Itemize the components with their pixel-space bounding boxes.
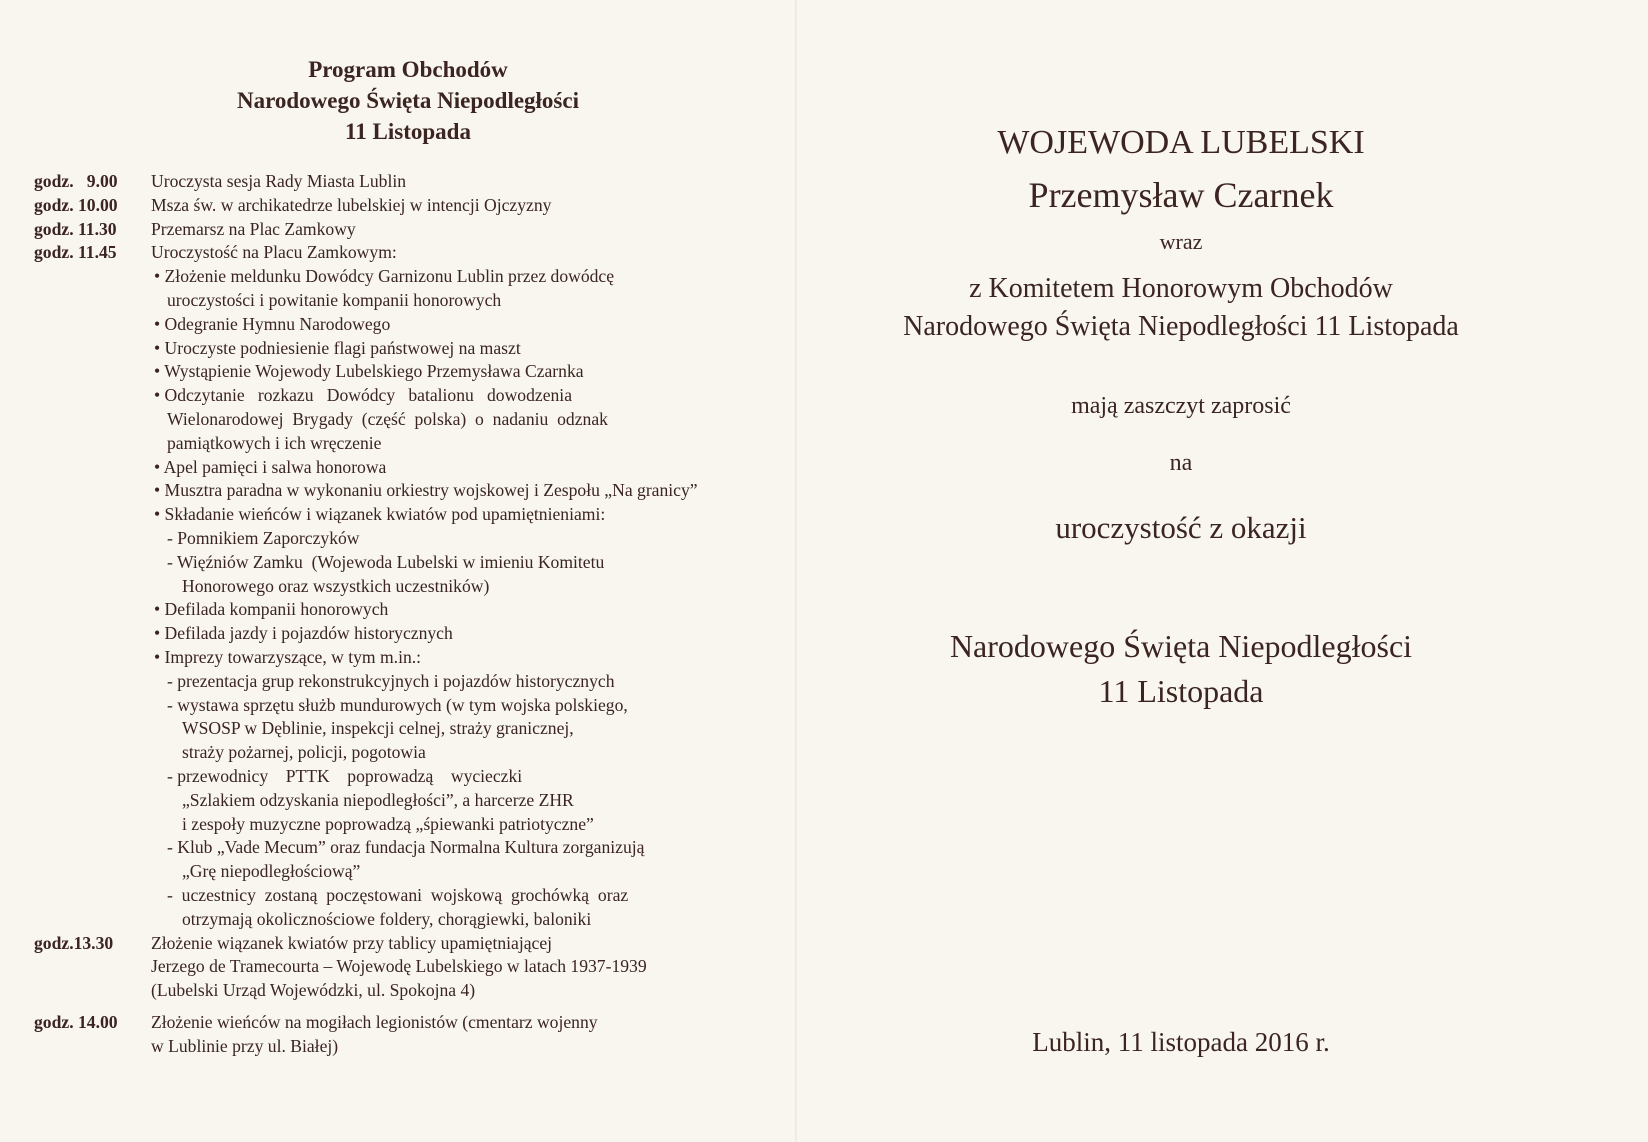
program-text: • Odegranie Hymnu Narodowego <box>154 313 391 334</box>
program-title-line-1: Program Obchodów <box>308 57 508 82</box>
on-text: na <box>1169 450 1193 476</box>
program-text: - wystawa sprzętu służb mundurowych (w tym wojska polskiego, <box>167 694 628 715</box>
program-text: otrzymają okolicznościowe foldery, chorągiewki, baloniki <box>182 908 592 929</box>
program-text: Jerzego de Tramecourta – Wojewodę Lubelskiego w latach 1937-1939 <box>151 956 647 977</box>
committee-line-2: Narodowego Święta Niepodległości 11 Listopada <box>903 311 1459 342</box>
program-text: straży pożarnej, policji, pogotowia <box>182 742 426 763</box>
program-text: „Grę niepodległościową” <box>182 861 361 882</box>
program-text: Msza św. w archikatedrze lubelskiej w intencji Ojczyzny <box>151 194 552 215</box>
program-text: Uroczysta sesja Rady Miasta Lublin <box>151 171 407 191</box>
program-text: WSOSP w Dęblinie, inspekcji celnej, straży granicznej, <box>182 718 574 739</box>
program-text: • Defilada jazdy i pojazdów historycznych <box>154 623 453 644</box>
program-text: - Więźniów Zamku (Wojewoda Lubelski w imieniu Komitetu <box>167 551 605 572</box>
program-text: Uroczystość na Placu Zamkowym: <box>151 242 397 263</box>
program-text: Złożenie wiązanek kwiatów przy tablicy upamiętniającej <box>151 932 553 953</box>
occasion-text: uroczystość z okazji <box>1055 510 1307 545</box>
program-text: Wielonarodowej Brygady (część polska) o nadaniu odznak <box>167 408 608 429</box>
program-text: • Musztra paradna w wykonaniu orkiestry wojskowej i Zespołu „Na granicy” <box>154 480 698 501</box>
program-text: - prezentacja grup rekonstrukcyjnych i pojazdów historycznych <box>167 670 615 691</box>
invite-text: mają zaszczyt zaprosić <box>1071 393 1291 419</box>
program-text: - uczestnicy zostaną poczęstowani wojskową grochówką oraz <box>167 884 629 905</box>
program-text: • Wystąpienie Wojewody Lubelskiego Przemysława Czarnka <box>154 361 584 382</box>
program-text: Honorowego oraz wszystkich uczestników) <box>182 575 490 596</box>
program-text: pamiątkowych i ich wręczenie <box>167 432 382 453</box>
program-text: uroczystości i powitanie kompanii honorowych <box>167 289 502 310</box>
program-title-line-2: Narodowego Święta Niepodległości <box>236 88 579 113</box>
program-title-line-3: 11 Listopada <box>345 119 471 144</box>
with-text: wraz <box>1159 229 1203 254</box>
program-text: • Odczytanie rozkazu Dowódcy batalionu dowodzenia <box>154 385 573 406</box>
program-text: • Imprezy towarzyszące, w tym m.in.: <box>154 646 422 667</box>
program-time: godz.13.30 <box>34 932 114 953</box>
host-name: Przemysław Czarnek <box>1028 175 1334 215</box>
program-text: - Pomnikiem Zaporczyków <box>167 527 360 548</box>
program-text: „Szlakiem odzyskania niepodległości”, a harcerze ZHR <box>182 789 574 810</box>
event-line-2: 11 Listopada <box>1098 673 1264 709</box>
program-text: Złożenie wieńców na mogiłach legionistów (cmentarz wojenny <box>151 1011 598 1032</box>
place-date: Lublin, 11 listopada 2016 r. <box>1032 1027 1330 1057</box>
program-time: godz. 10.00 <box>34 194 118 215</box>
invitation-page <box>797 0 1648 1142</box>
program-text: • Apel pamięci i salwa honorowa <box>154 456 387 477</box>
host-title: WOJEWODA LUBELSKI <box>997 124 1365 161</box>
program-time: godz. 14.00 <box>34 1011 118 1032</box>
program-text: (Lubelski Urząd Wojewódzki, ul. Spokojna 4) <box>151 980 476 1001</box>
program-time: godz. 11.30 <box>34 218 117 239</box>
program-text: Przemarsz na Plac Zamkowy <box>151 218 356 239</box>
program-text: • Składanie wieńców i wiązanek kwiatów pod upamiętnieniami: <box>154 504 606 525</box>
program-text: • Uroczyste podniesienie flagi państwowej na maszt <box>154 337 521 358</box>
program-text: - Klub „Vade Mecum” oraz fundacja Normalna Kultura zorganizują <box>167 837 645 858</box>
event-line-1: Narodowego Święta Niepodległości <box>949 628 1413 664</box>
program-text: • Złożenie meldunku Dowódcy Garnizonu Lublin przez dowódcę <box>154 266 615 287</box>
program-page <box>0 0 795 1142</box>
program-time: godz. 9.00 <box>34 171 118 191</box>
committee-line-1: z Komitetem Honorowym Obchodów <box>969 273 1393 304</box>
program-time: godz. 11.45 <box>34 242 117 263</box>
program-text: - przewodnicy PTTK poprowadzą wycieczki <box>167 765 523 786</box>
program-text: • Defilada kompanii honorowych <box>154 599 389 620</box>
program-text: i zespoły muzyczne poprowadzą „śpiewanki patriotyczne” <box>182 813 594 834</box>
program-text: w Lublinie przy ul. Białej) <box>151 1035 339 1056</box>
